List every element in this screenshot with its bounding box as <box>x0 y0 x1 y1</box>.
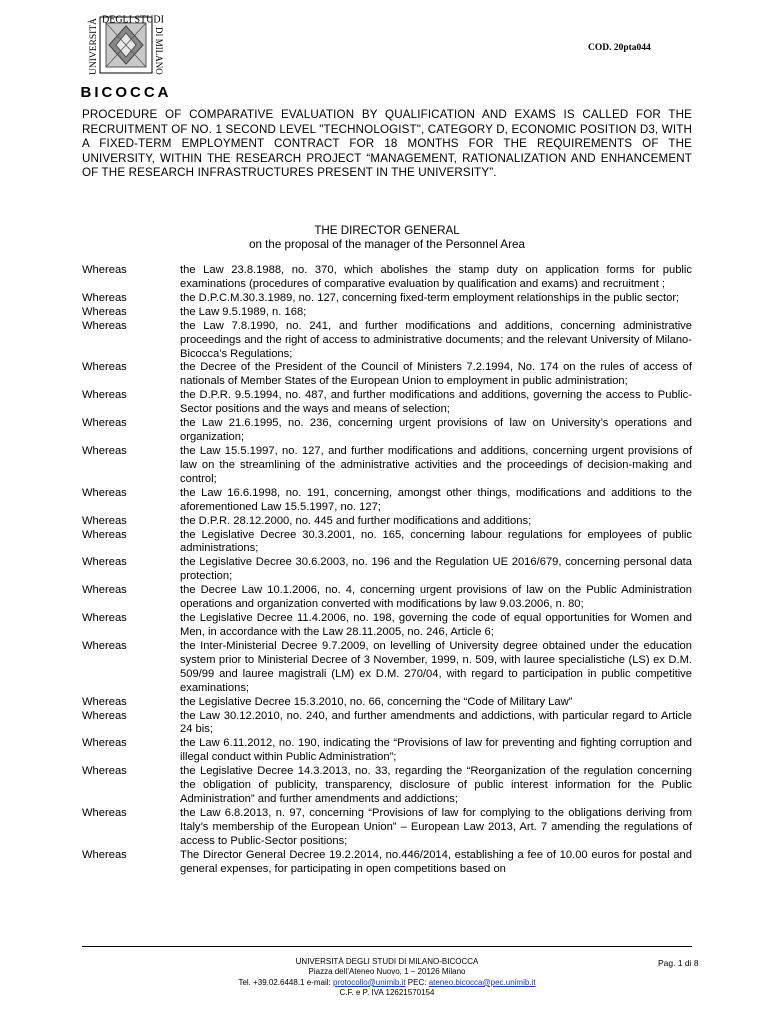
whereas-label: Whereas <box>82 556 127 569</box>
whereas-text: the Law 16.6.1998, no. 191, concerning, amongst other things, modifications and additions to the aforementioned Law 15.5.1997, no. 127; <box>180 486 692 513</box>
footer-divider <box>82 946 692 947</box>
whereas-entry <box>82 765 692 807</box>
whereas-text: the Legislative Decree 30.6.2003, no. 196 and the Regulation UE 2016/679, concerning personal data protection; <box>180 556 692 583</box>
footer-pec-label: PEC: <box>405 977 429 987</box>
whereas-label: Whereas <box>82 389 127 402</box>
whereas-list <box>82 264 692 877</box>
whereas-text: the D.P.R. 28.12.2000, no. 445 and further modifications and additions; <box>180 514 532 527</box>
whereas-text: the D.P.C.M.30.3.1989, no. 127, concerning fixed-term employment relationships in the public sector; <box>180 291 680 304</box>
logo-emblem <box>106 23 146 67</box>
whereas-label: Whereas <box>82 584 127 597</box>
whereas-label: Whereas <box>82 848 127 861</box>
whereas-text: the Law 6.11.2012, no. 190, indicating the “Provisions of law for preventing and fighting corruption and illegal conduct within Public Administration”; <box>180 737 692 764</box>
footer-pec-link[interactable]: ateneo.bicocca@pec.unimib.it <box>428 977 536 987</box>
whereas-text: the Law 15.5.1997, no. 127, and further modifications and additions, concerning urgent provisions of law on the streamlining of the administrative activities and the proceedings of decision-making and control; <box>180 444 692 485</box>
whereas-entry <box>82 306 692 320</box>
logo-text-universita: UNIVERSITÀ <box>89 18 99 75</box>
whereas-label: Whereas <box>82 291 127 304</box>
whereas-label: Whereas <box>82 361 127 374</box>
logo-wordmark-bicocca: BICOCCA <box>80 84 172 101</box>
whereas-label: Whereas <box>82 737 127 750</box>
whereas-text: the Law 23.8.1988, no. 370, which abolishes the stamp duty on application forms for public examinations (procedures of comparative evaluation by qualification and exams) and recruitment ; <box>180 264 692 290</box>
university-logo <box>80 13 172 101</box>
whereas-entry <box>82 584 692 612</box>
whereas-entry <box>82 320 692 362</box>
whereas-entry <box>82 737 692 765</box>
whereas-label: Whereas <box>82 319 127 332</box>
whereas-entry <box>82 807 692 849</box>
whereas-entry <box>82 612 692 640</box>
footer-contacts <box>82 978 692 988</box>
whereas-entry <box>82 556 692 584</box>
footer-university-name: UNIVERSITÀ DEGLI STUDI DI MILANO-BICOCCA <box>295 957 479 966</box>
director-heading: THE DIRECTOR GENERAL <box>314 224 460 237</box>
whereas-label: Whereas <box>82 695 127 708</box>
whereas-label: Whereas <box>82 806 127 819</box>
whereas-text: The Director General Decree 19.2.2014, no.446/2014, establishing a fee of 10.00 euros for postal and general expenses, for participating in open competitions based on <box>180 848 692 875</box>
whereas-entry <box>82 515 692 529</box>
footer <box>82 957 692 998</box>
logo-text-degli-studi: DEGLI STUDI <box>102 14 164 26</box>
whereas-label: Whereas <box>82 528 127 541</box>
document-code: COD. 20pta044 <box>588 43 651 53</box>
footer-phone: Tel. +39.02.6448.1 e-mail: <box>238 977 333 987</box>
whereas-entry <box>82 487 692 515</box>
whereas-label: Whereas <box>82 444 127 457</box>
whereas-entry <box>82 361 692 389</box>
whereas-entry <box>82 849 692 877</box>
whereas-label: Whereas <box>82 612 127 625</box>
whereas-label: Whereas <box>82 639 127 652</box>
whereas-text: the Law 21.6.1995, no. 236, concerning urgent provisions of law on University’s operations and organization; <box>180 417 692 444</box>
footer-address: Piazza dell’Ateneo Nuovo, 1 – 20126 Milano <box>308 967 466 977</box>
whereas-label: Whereas <box>82 264 127 276</box>
whereas-entry <box>82 292 692 306</box>
page-number: Pag. 1 di 8 <box>658 958 699 968</box>
whereas-entry <box>82 529 692 557</box>
whereas-entry <box>82 417 692 445</box>
whereas-text: the Decree Law 10.1.2006, no. 4, concerning urgent provisions of law on the Public Administration operations and organization converted with modifications by law 9.03.2006, n. 80; <box>180 584 692 611</box>
whereas-entry <box>82 445 692 487</box>
whereas-text: the Law 7.8.1990, no. 241, and further modifications and additions, concerning administrative proceedings and the right of access to administrative documents; and the relevant University of Milano-Bicocca’s Regulations; <box>180 319 692 360</box>
whereas-label: Whereas <box>82 486 127 499</box>
director-subheading: on the proposal of the manager of the Personnel Area <box>249 238 525 251</box>
whereas-text: the Inter-Ministerial Decree 9.7.2009, on levelling of University degree obtained under the education system prior to Ministerial Decree of 3 November, 1999, n. 509, with lauree specialistiche (LS) ex D.M. 509/99 and lauree magistrali (LM) ex D.M. 270/04, with regard to participation in public competitive examinations; <box>180 639 692 694</box>
whereas-entry <box>82 696 692 710</box>
document-title: PROCEDURE OF COMPARATIVE EVALUATION BY QUALIFICATION AND EXAMS IS CALLED FOR THE RECRUITMENT OF NO. 1 SECOND LEVEL "TECHNOLOGIST", CATEGORY D, ECONOMIC POSITION D3, WITH A FIXED-TERM EMPLOYMENT CONTRACT FOR 18 MONTHS FOR THE REQUIREMENTS OF THE UNIVERSITY, WITHIN THE RESEARCH PROJECT “MANAGEMENT, RATIONALIZATION AND ENHANCEMENT OF THE RESEARCH INFRASTRUCTURES PRESENT IN THE UNIVERSITY”. <box>82 108 692 180</box>
whereas-entry <box>82 710 692 738</box>
whereas-text: the Law 9.5.1989, n. 168; <box>180 305 307 318</box>
logo-text-di-milano: DI MILANO <box>154 27 164 75</box>
whereas-text: the Legislative Decree 14.3.2013, no. 33, regarding the “Reorganization of the regulation concerning the obligation of publicity, transparency, disclosure of public interest information for the Public Administration” and further amendments and addictions; <box>180 765 692 806</box>
director-block <box>82 224 692 252</box>
whereas-text: the Legislative Decree 30.3.2001, no. 165, concerning labour regulations for employees of public administrations; <box>180 528 692 555</box>
footer-email-link[interactable]: protocollo@unimib.it <box>332 977 406 987</box>
whereas-entry <box>82 389 692 417</box>
whereas-label: Whereas <box>82 417 127 430</box>
whereas-label: Whereas <box>82 514 127 527</box>
whereas-label: Whereas <box>82 765 127 778</box>
whereas-label: Whereas <box>82 305 127 318</box>
whereas-text: the Law 30.12.2010, no. 240, and further amendments and addictions, with particular regard to Article 24 bis; <box>180 709 692 736</box>
whereas-text: the Decree of the President of the Council of Ministers 7.2.1994, No. 174 on the rules of access of nationals of Member States of the European Union to employment in public administration; <box>180 361 692 388</box>
whereas-text: the Law 6.8.2013, n. 97, concerning “Provisions of law for complying to the obligations deriving from Italy’s membership of the European Union” – European Law 2013, Art. 7 amending the regulations of access to Public-Sector positions; <box>180 806 692 847</box>
whereas-label: Whereas <box>82 709 127 722</box>
whereas-entry <box>82 640 692 696</box>
whereas-text: the Legislative Decree 11.4.2006, no. 198, governing the code of equal opportunities for Women and Men, in accordance with the Law 28.11.2005, no. 246, Article 6; <box>180 612 692 638</box>
footer-tax-code: C.F. e P. IVA 12621570154 <box>339 987 435 997</box>
whereas-entry <box>82 264 692 292</box>
whereas-text: the Legislative Decree 15.3.2010, no. 66, concerning the “Code of Military Law” <box>180 695 573 708</box>
whereas-text: the D.P.R. 9.5.1994, no. 487, and further modifications and additions, governing the access to Public-Sector positions and the ways and means of selection; <box>180 389 692 416</box>
